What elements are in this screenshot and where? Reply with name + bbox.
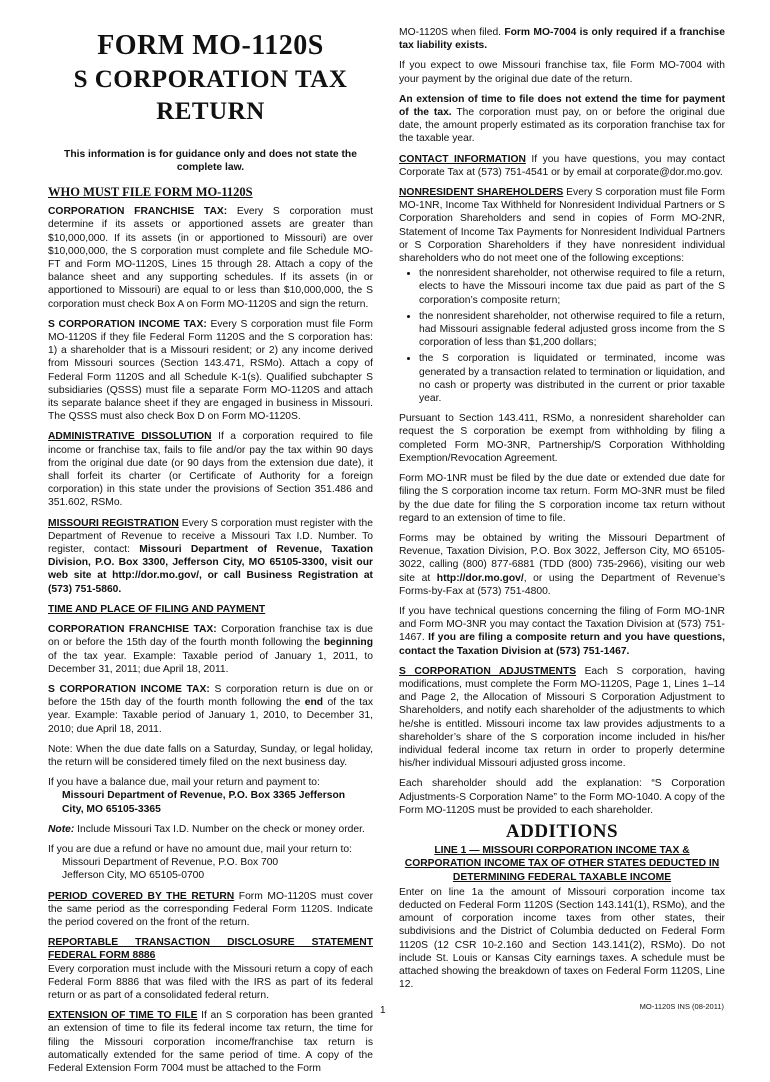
income-tax-label: S CORPORATION INCOME TAX:: [48, 318, 207, 330]
registration-label: MISSOURI REGISTRATION: [48, 517, 179, 529]
franchise-tax-text: Every S corporation must determine if its assets or apportioned assets are greater than $10,000,000. If its assets (in or apportioned to Missouri) are over $10,000,000, the S corporation must complete and file Schedule MO-FT and Form MO-1120S, Lines 15 through 28. Attach a copy of the balance sheet and any supporting schedules. If its assets (in or apportioned to Missouri) are equal to or less than $10,000,000, the S corporation must check Box A on Form MO-1120S and sign the return.: [48, 206, 373, 310]
franchise-tax-label: CORPORATION FRANCHISE TAX:: [48, 206, 228, 218]
period-paragraph: [48, 890, 373, 930]
period-text: Form MO-1120S must cover the same period as the corresponding Federal Form 1120S. Indicate the period covered on the front of the return.: [48, 890, 373, 928]
forms-text: Forms may be obtained by writing the Missouri Department of Revenue, Taxation Division, P.O. Box 3022, Jefferson City, MO 65105-3022, calling (800) 877-6881 (TDD (800) 735-2966), visiting our web site at: [399, 532, 725, 584]
extension-payment-paragraph: [399, 93, 725, 146]
extension-continued: [399, 26, 725, 52]
income-due-label: S CORPORATION INCOME TAX:: [48, 683, 210, 695]
note-label: Note:: [48, 823, 75, 835]
exceptions-list: [399, 267, 725, 405]
refund-address-line-1: Missouri Department of Revenue, P.O. Box 700: [62, 857, 279, 869]
forms-paragraph: [399, 532, 725, 598]
form-title: FORM MO-1120S: [97, 30, 324, 61]
note-text: Include Missouri Tax I.D. Number on the check or money order.: [74, 823, 365, 835]
guidance-note: This information is for guidance only and does not state the complete law.: [64, 149, 357, 173]
nonresident-text: Every S corporation must file Form MO-1NR, Income Tax Withheld for Nonresident Individual Partners or S Corporation Shareholders and send in copies of Form MO-2NR, Statement of Income Tax Payments for Nonresident Individual Partners or S Corporation Shareholders if they have nonresident individual shareholders who do not meet one of the following exceptions:: [399, 187, 725, 265]
income-due-paragraph: [48, 683, 373, 736]
admin-dissolution-label: ADMINISTRATIVE DISSOLUTION: [48, 431, 212, 443]
page-number: 1: [380, 1005, 386, 1016]
refund-address-line-2: Jefferson City, MO 65105-0700: [62, 870, 205, 882]
technical-text: If you have technical questions concerning the filing of Form MO-1NR and Form MO-3NR you may contact the Taxation Division at (573) 751-1467.: [399, 605, 725, 644]
extension-payment-emphasis: An extension of time to file does not extend the time for payment of the tax.: [399, 93, 725, 119]
franchise-due-emphasis: beginning: [323, 637, 373, 649]
exception-item: • the nonresident shareholder, not otherwise required to file a return, elects to have the Missouri income tax due paid as part of the S corporation’s composite return;: [419, 267, 725, 307]
composite-contact: If you are filing a composite return and you have questions, contact the Taxation Division at (573) 751-1467.: [399, 632, 725, 657]
income-due-emphasis: end: [304, 697, 324, 709]
franchise-tax-paragraph: [48, 205, 373, 311]
right-column: [399, 26, 725, 998]
franchise-due-paragraph: [48, 623, 373, 676]
form-identifier: MO-1120S INS (08-2011): [639, 1002, 724, 1011]
dor-website-link: http://dor.mo.gov/: [436, 572, 524, 584]
franchise-due-text-2: of the tax year. Example: Taxable period of January 1, 2011, to December 31, 2011; due April 18, 2011.: [48, 650, 373, 675]
explanation-paragraph: Each shareholder should add the explanation: “S Corporation Adjustments-S Corporation Name” to the Form MO-1040. A copy of the Form MO-1120S must be provided to each shareholder.: [399, 778, 725, 816]
balance-address-line-1: Missouri Department of Revenue, P.O. Box 3365 Jefferson: [62, 790, 346, 802]
exception-item: • the nonresident shareholder, not otherwise required to file a return, had Missouri assignable federal adjusted gross income from the S corporation of less than $1,200 dollars;: [419, 310, 725, 350]
nonresident-label: NONRESIDENT SHAREHOLDERS: [399, 187, 564, 199]
extension-label: EXTENSION OF TIME TO FILE: [48, 1010, 198, 1022]
registration-contact: Missouri Department of Revenue, Taxation Division, P.O. Box 3300, Jefferson City, MO 65105-3300, visit our web site at http://dor.mo.gov/, or call Business Registration at (573) 751-5860.: [48, 544, 373, 595]
balance-address-line-2: City, MO 65105-3365: [62, 803, 161, 815]
income-tax-text: Every S corporation must file Form MO-1120S if they file Federal Form 1120S and the S corporation has: 1) a shareholder that is a Missouri resident; or 2) any income derived from Missouri sources (Section 143.471, RSMo). Attach a copy of Federal Form 1120S and all Schedule K-1(s). Qualified subchapter S subsidiaries (QSSS) must file a separate Form MO-1120S and attach its separate balance sheet if they are engaged in business in Missouri. The QSSS must also check Box D on Form MO-1120S.: [48, 318, 373, 423]
period-label: PERIOD COVERED BY THE RETURN: [48, 890, 235, 902]
left-column: [48, 26, 373, 1082]
additions-heading: ADDITIONS: [505, 820, 619, 842]
mo7004-note: Form MO-7004 is only required if a franchise tax liability exists.: [399, 27, 725, 52]
contact-text: If you have questions, you may contact Corporate Tax at (573) 751-4541 or by email at corporate@dor.mo.gov.: [399, 153, 726, 178]
extension-payment-text: The corporation must pay, on or before the original due date, the amount properly estimated as its corporation franchise tax for the taxable year.: [399, 107, 725, 145]
admin-dissolution-paragraph: [48, 430, 373, 509]
income-due-text: S corporation return is due on or before the 15th day of the fourth month following the: [48, 683, 373, 709]
tax-id-note: [48, 823, 373, 836]
franchise-due-text: Corporation franchise tax is due on or before the 15th day of the fourth month following the: [48, 624, 373, 649]
line1-heading: LINE 1 — MISSOURI CORPORATION INCOME TAX & CORPORATION INCOME TAX OF OTHER STATES DEDUCTED IN DETERMINING FEDERAL TAXABLE INCOME: [404, 845, 720, 883]
who-must-file-heading: WHO MUST FILE FORM MO-1120S: [48, 185, 253, 199]
contact-label: CONTACT INFORMATION: [399, 153, 526, 165]
extension-paragraph: [48, 1009, 373, 1075]
admin-dissolution-text: If a corporation required to file income or franchise tax, fails to file and/or pay the tax within 90 days from the original due date (or 90 days from the extension due date), it shall forfeit its charter (or Certificate of Authority for a foreign corporation) in this state under the provisions of Section 351.486 and 351.602, RSMo.: [48, 431, 373, 509]
contact-paragraph: [399, 153, 725, 179]
income-due-text-2: of the tax year. Example: Taxable period of January 1, 2010, to December 31, 2010; due April 18, 2011.: [48, 697, 373, 735]
owe-franchise-paragraph: If you expect to owe Missouri franchise tax, file Form MO-7004 with your payment by the original due date of the return.: [399, 60, 725, 85]
time-place-heading: TIME AND PLACE OF FILING AND PAYMENT: [48, 603, 266, 615]
mo1nr-paragraph: Form MO-1NR must be filed by the due date or extended due date for filing the S corporation income tax return. Form MO-3NR must be filed by the due date for filing the S corporation income tax return without regard to an extension of time to file.: [399, 473, 725, 524]
title-block: [48, 30, 373, 128]
balance-due-intro: If you have a balance due, mail your return and payment to:: [48, 777, 320, 789]
adjustments-paragraph: [399, 665, 725, 771]
reportable-heading: REPORTABLE TRANSACTION DISCLOSURE STATEMENT FEDERAL FORM 8886: [48, 937, 373, 962]
reportable-text: Every corporation must include with the Missouri return a copy of each Federal Form 8886 that was filed with the IRS as part of its federal return or as part of a consolidated federal return.: [48, 963, 373, 1001]
nonresident-paragraph: [399, 186, 725, 265]
extension-continued-text: MO-1120S when filed.: [399, 27, 505, 38]
refund-intro: If you are due a refund or have no amount due, mail your return to:: [48, 843, 352, 855]
extension-text: If an S corporation has been granted an extension of time to file its federal income tax return, the time for filing the Missouri corporation income/franchise tax return is automatically extended for the same period of time. A copy of the Federal Extension Form 7004 must be attached to the Form: [48, 1010, 374, 1074]
registration-text: Every S corporation must register with the Department of Revenue to receive a Missouri Tax I.D. Number. To register, contact:: [48, 517, 373, 556]
pursuant-paragraph: Pursuant to Section 143.411, RSMo, a nonresident shareholder can request the S corporation be exempt from withholding by filing a completed Form MO-3NR, Partnership/S Corporation Withholding Exemption/Revocation Agreement.: [399, 413, 725, 464]
forms-text-2: , or using the Department of Revenue’s Forms-by-Fax at (573) 751-4800.: [399, 572, 725, 597]
technical-questions-paragraph: [399, 605, 725, 658]
registration-paragraph: [48, 517, 373, 596]
exception-item: • the S corporation is liquidated or terminated, income was generated by a transaction related to termination or liquidation, and no cash or property was distributed in the current or prior taxable year.: [419, 352, 725, 405]
weekend-note: Note: When the due date falls on a Saturday, Sunday, or legal holiday, the return will be considered timely filed on the next business day.: [48, 743, 373, 768]
income-tax-paragraph: [48, 318, 373, 424]
adjustments-text: Each S corporation, having modifications, must complete the Form MO-1120S, Page 1, Lines 1–14 and Page 2, the Allocation of Missouri S Corporation Adjustment to Shareholders, and notify each shareholder of the adjustments to which he/she is entitled. Missouri income tax law provides adjustments to a shareholder’s share of the S corporation income included in his/her individual federal income tax return in order to properly determine his/her individual Missouri adjusted gross income.: [399, 665, 726, 770]
franchise-due-label: CORPORATION FRANCHISE TAX:: [48, 624, 217, 636]
line1-text: Enter on line 1a the amount of Missouri corporation income tax deducted on Federal Form 1120S (Section 143.141(1), RSMo), and the amount of corporation income taxes from other states, their subdivisions and the District of Columbia deducted on Federal Form 1120S (12 CSR 10-2.160 and Section 143.141(2), RSMo). Do not include St. Louis or Kansas City earnings taxes. A schedule must be attached showing the breakdown of taxes on Federal Form 1120S, Line 12.: [399, 886, 725, 991]
form-subtitle: S CORPORATION TAX RETURN: [73, 66, 348, 125]
adjustments-label: S CORPORATION ADJUSTMENTS: [399, 665, 577, 677]
